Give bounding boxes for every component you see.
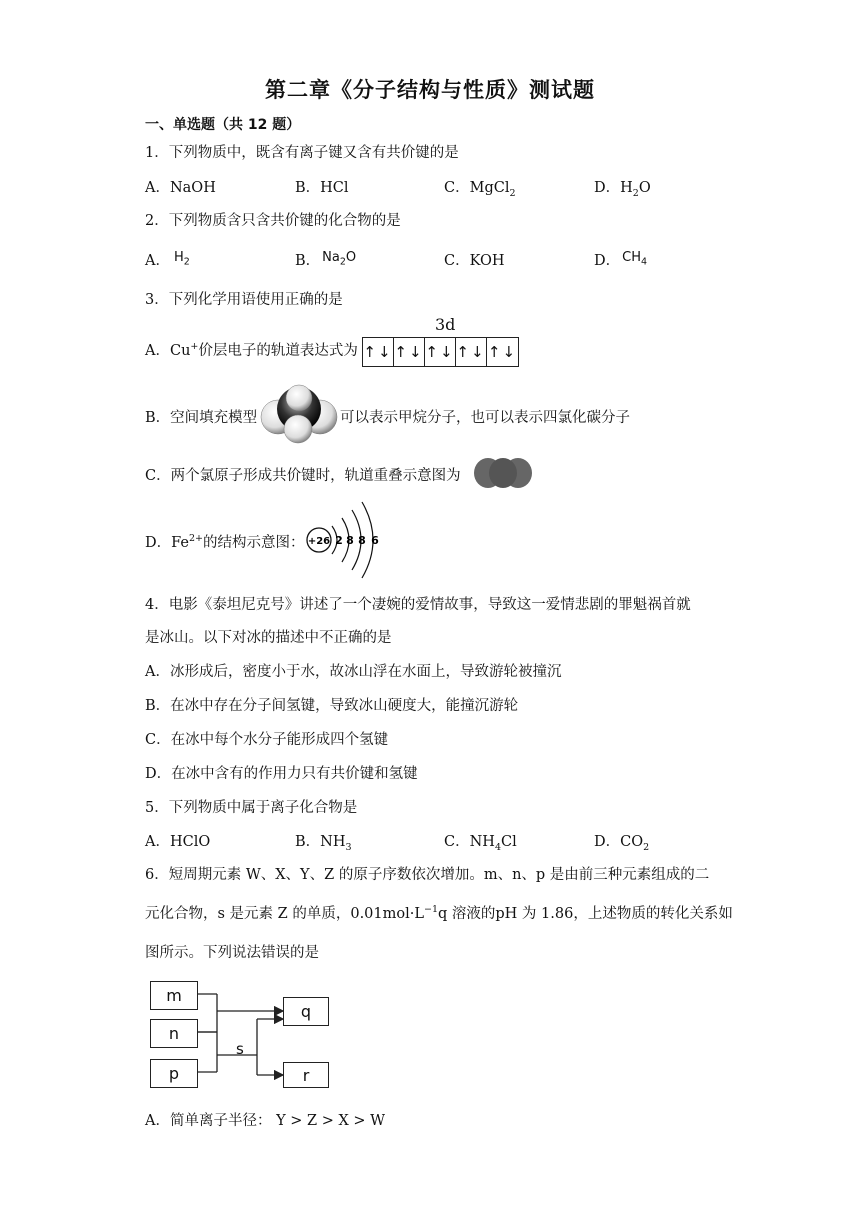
page-title: 第二章《分子结构与性质》测试题 [265,78,595,102]
q4-option-c[interactable]: C．在冰中每个水分子能形成四个氢键 [145,732,389,748]
q5-option-d-text: D．CO [594,834,644,850]
q1-option-d[interactable] [594,176,651,199]
shell-electron-count: 6 [371,534,379,547]
q3-option-b-text: 可以表示甲烷分子，也可以表示四氯化碳分子 [340,410,630,426]
question-6-stem-line3: 图所示。下列说法错误的是 [145,945,319,961]
q2-option-d-sub: 4 [641,256,648,268]
q3-option-d[interactable] [145,531,305,552]
q2-option-b[interactable] [295,249,356,272]
q3-option-a-sup: + [190,341,199,353]
question-5-stem: 5．下列物质中属于离子化合物是 [145,800,358,816]
orbital-box: ↑↓ [363,338,394,366]
q2-option-a-text: H [173,250,184,265]
node-m: m [150,981,198,1010]
section-heading: 一、单选题（共 12 题） [145,117,301,133]
q5-option-c[interactable] [444,830,517,853]
q1-option-a[interactable]: A．NaOH [145,180,216,196]
q2-option-d-text: CH [622,250,641,265]
q1-option-b[interactable]: B．HCl [295,180,349,196]
q2-option-b-label: B． [295,253,321,269]
q5-option-b[interactable] [295,830,352,853]
atomic-structure-diagram [302,500,392,582]
q5-option-b-text: B．NH [295,834,346,850]
orbital-box: ↑↓ [425,338,456,366]
shell-electron-count: 8 [346,534,354,547]
question-4-stem-line2: 是冰山。以下对冰的描述中不正确的是 [145,630,392,646]
orbital-label: 3d [435,315,456,334]
q3-option-a-text: A．Cu [145,343,191,359]
q2-option-a-sub: 2 [183,256,190,268]
node-q: q [283,997,329,1026]
q3-option-d-text: D．Fe [145,535,189,551]
orbital-box: ↑↓ [394,338,425,366]
q4-option-a[interactable]: A．冰形成后，密度小于水，故冰山浮在水面上，导致游轮被撞沉 [145,664,562,680]
nucleus-label: +26 [307,536,331,547]
space-filling-model-image [258,383,340,445]
q4-option-d[interactable]: D．在冰中含有的作用力只有共价键和氢键 [145,766,418,782]
q3-option-a[interactable] [145,339,358,360]
q6-stem-text: 元化合物，s 是元素 Z 的单质，0.01mol·L [145,906,424,922]
q2-option-b-sub: 2 [339,256,346,268]
q4-option-b[interactable]: B．在冰中存在分子间氢键，导致冰山硬度大，能撞沉游轮 [145,698,519,714]
q2-option-b-post: O [345,250,357,265]
q5-option-c-sub: 4 [494,841,501,853]
node-p: p [150,1059,198,1088]
q5-option-c-post: Cl [500,834,517,850]
question-3-stem: 3．下列化学用语使用正确的是 [145,292,343,308]
orbital-overlap-image [472,456,534,490]
q2-option-d[interactable] [594,249,647,272]
q6-stem-post: q 溶液的pH 为 1.86，上述物质的转化关系如 [438,906,733,922]
question-6-stem-line1: 6．短周期元素 W、X、Y、Z 的原子序数依次增加。m、n、p 是由前三种元素组成的二 [145,867,710,883]
q2-option-a-label: A． [145,253,170,269]
question-4-stem-line1: 4．电影《泰坦尼克号》讲述了一个凄婉的爱情故事，导致这一爱情悲剧的罪魁祸首就 [145,597,691,613]
q2-option-b-text: Na [322,250,340,265]
q1-option-c-sub: 2 [509,187,516,199]
q3-option-a-post: 价层电子的轨道表达式为 [198,343,358,359]
orbital-box: ↑↓ [456,338,487,366]
q1-option-c[interactable] [444,176,516,199]
q6-stem-sup: −1 [423,904,438,916]
q2-option-a[interactable] [145,249,190,272]
shell-electron-count: 8 [358,534,366,547]
q5-option-d-sub: 2 [643,841,650,853]
q5-option-d[interactable] [594,830,649,853]
q3-option-b-label[interactable]: B．空间填充模型 [145,410,258,426]
q3-option-c[interactable]: C．两个氯原子形成共价键时，轨道重叠示意图为 [145,468,461,484]
q2-option-c[interactable]: C．KOH [444,253,505,269]
q5-option-a[interactable]: A．HClO [145,834,211,850]
q1-option-d-text: D．H [594,180,633,196]
q3-option-d-post: 的结构示意图： [203,535,305,551]
q3-option-d-sup: 2+ [188,533,203,545]
q5-option-c-text: C．NH [444,834,495,850]
q1-option-d-sub: 2 [632,187,639,199]
node-s-label: s [236,1040,244,1058]
q1-option-d-post: O [638,180,651,196]
question-6-stem-line2 [145,902,733,923]
q5-option-b-sub: 3 [345,841,352,853]
question-2-stem: 2．下列物质含只含共价键的化合物的是 [145,213,401,229]
question-1-stem: 1．下列物质中，既含有离子键又含有共价键的是 [145,145,459,161]
orbital-box: ↑↓ [487,343,518,361]
orbital-diagram [362,337,519,367]
q6-option-a[interactable]: A．简单离子半径： Y > Z > X > W [145,1113,386,1129]
node-r: r [283,1062,329,1088]
node-n: n [150,1019,198,1048]
q2-option-d-label: D． [594,253,621,269]
q1-option-c-text: C．MgCl [444,180,510,196]
shell-electron-count: 2 [335,534,343,547]
